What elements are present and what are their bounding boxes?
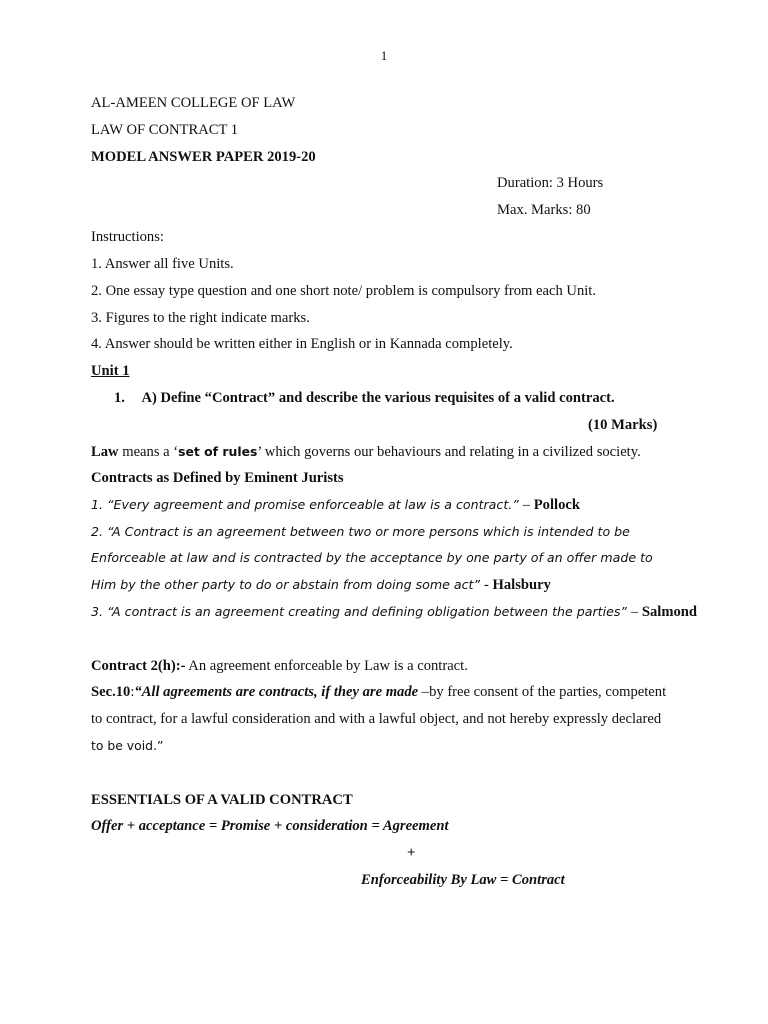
unit-title: Unit 1 <box>91 363 130 379</box>
law-definition <box>91 443 641 461</box>
quote-dash: – <box>522 497 534 513</box>
question-text: A) Define “Contract” and describe the various requisites of a valid contract. <box>141 390 615 406</box>
question-line <box>114 389 615 407</box>
quote-dash: - <box>484 577 493 593</box>
law-term: Law <box>91 444 119 460</box>
section-2h <box>91 657 468 675</box>
essentials-formula-2: Enforceability By Law = Contract <box>361 872 565 888</box>
quote-author: Pollock <box>533 497 580 513</box>
quote-dash: – <box>630 604 642 620</box>
law-def-mid2: ’ which governs our behaviours and relating in a civilized society. <box>257 444 641 460</box>
essentials-heading: ESSENTIALS OF A VALID CONTRACT <box>91 792 353 808</box>
jurist-quote-2-line2: Enforceable at law and is contracted by the acceptance by one party of an offer made to <box>91 550 653 565</box>
law-def-phrase: set of rules <box>178 444 258 459</box>
quote-text: 3. “A contract is an agreement creating and defining obligation between the parties” <box>91 604 631 619</box>
instruction-item: 4. Answer should be written either in English or in Kannada completely. <box>91 336 513 352</box>
question-number: 1. <box>114 390 125 406</box>
instruction-item: 2. One essay type question and one short note/ problem is compulsory from each Unit. <box>91 283 597 299</box>
quote-text: 1. “Every agreement and promise enforceable at law is a contract.” <box>91 497 523 512</box>
quote-author: Halsbury <box>492 577 551 593</box>
question-marks: (10 Marks) <box>588 417 658 433</box>
section-10-rest: –by free consent of the parties, competent <box>421 684 667 700</box>
page-number: 1 <box>380 48 388 63</box>
section-10-line3: to be void.” <box>91 738 164 753</box>
essentials-plus: + <box>407 845 416 861</box>
jurist-quote-2-line3 <box>91 576 551 594</box>
section-10-line2: to contract, for a lawful consideration and with a lawful object, and not hereby expressly declared <box>91 711 662 727</box>
jurist-quote-1 <box>91 496 580 514</box>
jurists-heading: Contracts as Defined by Eminent Jurists <box>91 470 344 486</box>
instructions-heading: Instructions: <box>91 229 164 245</box>
duration: Duration: 3 Hours <box>497 175 604 191</box>
jurist-quote-2-line1: 2. “A Contract is an agreement between two or more persons which is intended to be <box>91 524 630 539</box>
instruction-item: 1. Answer all five Units. <box>91 256 234 272</box>
section-2h-text: An agreement enforceable by Law is a contract. <box>185 658 468 674</box>
law-def-mid1: means a ‘ <box>118 444 179 460</box>
section-10-colon: : <box>130 684 135 700</box>
quote-author: Salmond <box>641 604 698 620</box>
section-10-label: Sec.10 <box>91 684 131 700</box>
jurist-quote-3 <box>91 603 697 621</box>
section-10-line1 <box>91 683 666 701</box>
quote-text: Him by the other party to do or abstain from doing some act” <box>91 577 485 592</box>
paper-title: MODEL ANSWER PAPER 2019-20 <box>91 149 316 165</box>
essentials-formula-1: Offer + acceptance = Promise + consideration = Agreement <box>91 818 449 834</box>
max-marks: Max. Marks: 80 <box>497 202 591 218</box>
college-name: AL-AMEEN COLLEGE OF LAW <box>91 95 296 111</box>
subject-title: LAW OF CONTRACT 1 <box>91 122 239 138</box>
instruction-item: 3. Figures to the right indicate marks. <box>91 310 310 326</box>
section-2h-label: Contract 2(h):- <box>91 658 186 674</box>
section-10-quote: “All agreements are contracts, if they are made <box>134 684 422 700</box>
